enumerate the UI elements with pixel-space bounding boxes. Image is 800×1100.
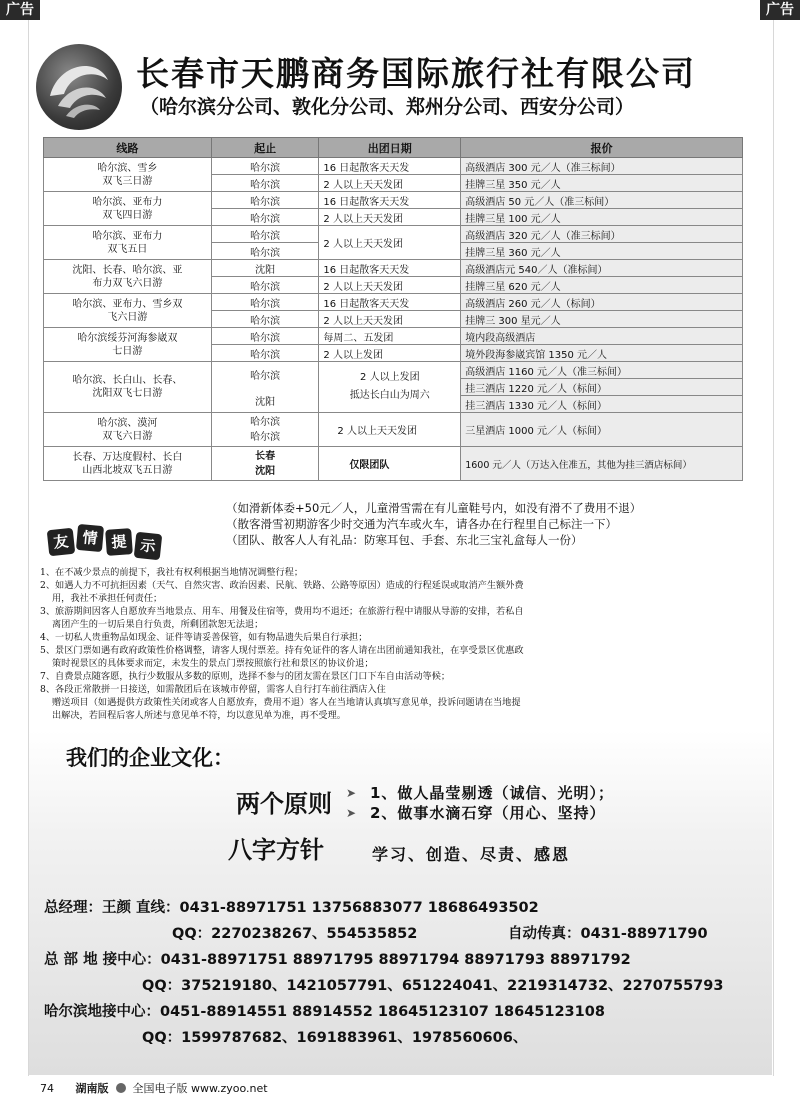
gm-contact: 总经理：王颜 直线：0431-88971751 13756883077 18686493502: [44, 900, 539, 916]
edition-label: 湖南版: [75, 1082, 109, 1095]
globe-icon: [116, 1083, 126, 1093]
start-cell: 沈阳: [211, 260, 319, 277]
date-cell: 16 日起散客天天发: [319, 294, 461, 311]
route-cell: 哈尔滨、亚布力 双飞五日: [44, 226, 212, 260]
list-item: 3、旅游期间因客人自愿放弃当地景点、用车、用餐及住宿等，费用均不退还；在旅游行程中请服从导游的安排，若私自: [40, 606, 524, 617]
hrb-contact: 哈尔滨地接中心：0451-88914551 88914552 18645123107 18645123108: [44, 1004, 605, 1020]
hq-qq-contact: QQ：375219180、1421057791、651224041、2219314732、2270755793: [142, 978, 724, 994]
tips-badge-char: 提: [105, 528, 133, 556]
price-cell: 挂三酒店 1220 元／人（标间）: [461, 379, 743, 396]
note-line: （散客滑雪初期游客少时交通为汽车或火车，请各办在行程里自己标注一下）: [226, 517, 617, 531]
price-cell: 高级酒店 50 元／人（准三标间）: [461, 192, 743, 209]
table-row: [44, 260, 743, 277]
hq-contact: 总 部 地 接中心：0431-88971751 88971795 88971794 88971793 88971792: [44, 952, 631, 968]
price-cell: 境内段高级酒店: [461, 328, 743, 345]
arrow-icon: ➤: [346, 786, 357, 800]
route-cell: 哈尔滨、长白山、长春、 沈阳双飞七日游: [44, 362, 212, 413]
price-cell: 高级酒店 260 元／人（标间）: [461, 294, 743, 311]
date-cell: 2 人以上发团 抵达长白山为周六: [319, 362, 461, 413]
start-cell: 哈尔滨 沈阳: [211, 362, 319, 413]
table-row: [44, 294, 743, 311]
qq-contact: QQ：2270238267、554535852: [172, 926, 418, 942]
list-item: 2、如遇人力不可抗拒因素（天气、自然灾害、政治因素、民航、铁路、公路等原因）造成的行程延误或取消产生额外费: [40, 580, 524, 591]
start-cell: 哈尔滨: [211, 209, 319, 226]
start-cell: 哈尔滨: [211, 175, 319, 192]
start-cell: 哈尔滨: [211, 277, 319, 294]
date-cell: 2 人以上天天发团: [319, 413, 461, 447]
table-row: [44, 192, 743, 209]
date-cell: 2 人以上天天发团: [319, 226, 461, 260]
motto-label: 八字方针: [228, 836, 324, 864]
list-item: 出解决，若回程后客人所述与意见单不符，均以意见单为准，再不受理。: [52, 710, 346, 721]
price-cell: 挂三酒店 1330 元／人（标间）: [461, 396, 743, 413]
price-cell: 境外段海参崴宾馆 1350 元／人: [461, 345, 743, 362]
price-cell: 高级酒店 1160 元／人（准三标间）: [461, 362, 743, 379]
principle-item: 2、做事水滴石穿（用心、坚持）: [370, 804, 606, 822]
start-cell: 哈尔滨: [211, 345, 319, 362]
price-cell: 挂牌三星 100 元／人: [461, 209, 743, 226]
date-cell: 仅限团队: [319, 447, 461, 481]
table-row: [44, 328, 743, 345]
table-row: [44, 362, 743, 379]
eagle-logo-icon: [36, 44, 122, 130]
culture-title: 我们的企业文化：: [66, 746, 234, 770]
list-item: 赠送项目（如遇提供方政策性关闭或客人自愿放弃，费用不退）客人在当地请认真填写意见单，投诉问题请在当地提: [52, 697, 521, 708]
table-row: [44, 447, 743, 481]
start-cell: 长春 沈阳: [211, 447, 319, 481]
list-item: 用，我社不承担任何责任；: [52, 593, 163, 604]
start-cell: 哈尔滨: [211, 158, 319, 175]
start-cell: 哈尔滨: [211, 311, 319, 328]
date-cell: 2 人以上发团: [319, 345, 461, 362]
principle-item: 1、做人晶莹剔透（诚信、光明）；: [370, 784, 614, 802]
date-cell: 2 人以上天天发团: [319, 277, 461, 294]
list-item: 策时视景区的具体要求而定，未发生的景点门票按照旅行社和景区的协议价退；: [52, 658, 374, 669]
tips-badge-char: 友: [47, 528, 76, 557]
terms-list: [40, 566, 760, 722]
list-item: 7、自费景点随客愿，执行少数服从多数的原则，选择不参与的团友需在景区门口下车自由活动等候；: [40, 671, 451, 682]
tips-badge-char: 情: [76, 524, 104, 552]
price-cell: 挂牌三星 620 元／人: [461, 277, 743, 294]
company-branches: （哈尔滨分公司、敦化分公司、郑州分公司、西安分公司）: [140, 96, 635, 118]
page-footer: [40, 1080, 268, 1096]
company-logo: [36, 44, 122, 130]
site-link[interactable]: 全国电子版 www.zyoo.net: [132, 1082, 268, 1095]
hrb-qq-contact: QQ：1599787682、1691883961、1978560606、: [142, 1030, 528, 1046]
ad-label-right: 广告: [760, 0, 800, 20]
date-cell: 16 日起散客天天发: [319, 260, 461, 277]
arrow-icon: ➤: [346, 806, 357, 820]
date-cell: 2 人以上天天发团: [319, 209, 461, 226]
list-item: 1、在不减少景点的前提下，我社有权利根据当地情况调整行程；: [40, 567, 304, 578]
list-item: 离团产生的一切后果自行负责，所剩团款恕无法退；: [52, 619, 264, 630]
ad-label-left: 广告: [0, 0, 40, 20]
tips-badge: [44, 523, 174, 563]
note-line: （如滑新体委+50元／人，儿童滑雪需在有儿童鞋号内，如没有滑不了费用不退）: [226, 501, 642, 515]
start-cell: 哈尔滨: [211, 226, 319, 243]
price-cell: 挂牌三星 350 元／人: [461, 175, 743, 192]
list-item: 5、景区门票如遇有政府政策性价格调整，请客人现付票差。持有免证件的客人请在出团前通知我社，在享受景区优惠政: [40, 645, 524, 656]
col-header-route: 线路: [44, 138, 212, 158]
price-cell: 高级酒店 300 元／人（准三标间）: [461, 158, 743, 175]
route-cell: 哈尔滨、漠河 双飞六日游: [44, 413, 212, 447]
table-header-row: [44, 138, 743, 158]
date-cell: 2 人以上天天发团: [319, 311, 461, 328]
start-cell: 哈尔滨 哈尔滨: [211, 413, 319, 447]
tips-badge-char: 示: [134, 532, 163, 561]
company-name: 长春市天鹏商务国际旅行社有限公司: [136, 54, 696, 93]
price-cell: 挂牌三 300 星元／人: [461, 311, 743, 328]
price-cell: 挂牌三星 360 元／人: [461, 243, 743, 260]
date-cell: 2 人以上天天发团: [319, 175, 461, 192]
route-cell: 哈尔滨、亚布力、雪乡双 飞六日游: [44, 294, 212, 328]
col-header-price: 报价: [461, 138, 743, 158]
motto-words: 学习、创造、尽责、感恩: [372, 845, 571, 864]
route-cell: 沈阳、长春、哈尔滨、亚 布力双飞六日游: [44, 260, 212, 294]
start-cell: 哈尔滨: [211, 328, 319, 345]
date-cell: 16 日起散客天天发: [319, 192, 461, 209]
start-cell: 哈尔滨: [211, 294, 319, 311]
price-cell: 1600 元／人（万达入住准五，其他为挂三酒店标间）: [461, 447, 743, 481]
start-cell: 哈尔滨: [211, 192, 319, 209]
route-cell: 哈尔滨、雪乡 双飞三日游: [44, 158, 212, 192]
date-cell: 每周二、五发团: [319, 328, 461, 345]
table-row: [44, 413, 743, 447]
list-item: 8、各段正常散拼一日接送，如需散团后在该城市停留，需客人自行打车前往酒店入住: [40, 684, 386, 695]
fax-contact: 自动传真：0431-88971790: [508, 926, 708, 942]
table-row: [44, 226, 743, 243]
price-cell: 三星酒店 1000 元／人（标间）: [461, 413, 743, 447]
list-item: 4、一切私人贵重物品如现金、证件等请妥善保管，如有物品遗失后果自行承担；: [40, 632, 368, 643]
page-number: 74: [40, 1082, 54, 1095]
start-cell: 哈尔滨: [211, 243, 319, 260]
note-line: （团队、散客人人有礼品：防寒耳包、手套、东北三宝礼盒每人一份）: [226, 533, 583, 547]
table-row: [44, 158, 743, 175]
principle-label: 两个原则: [236, 790, 332, 818]
col-header-start: 起止: [211, 138, 319, 158]
route-cell: 哈尔滨、亚布力 双飞四日游: [44, 192, 212, 226]
col-header-date: 出团日期: [319, 138, 461, 158]
date-cell: 16 日起散客天天发: [319, 158, 461, 175]
route-cell: 长春、万达度假村、长白 山西北坡双飞五日游: [44, 447, 212, 481]
price-cell: 高级酒店 320 元／人（准三标间）: [461, 226, 743, 243]
route-price-table: [43, 137, 743, 481]
table-notes: [226, 500, 766, 548]
price-cell: 高级酒店元 540／人（准标间）: [461, 260, 743, 277]
route-cell: 哈尔滨绥芬河海参崴双 七日游: [44, 328, 212, 362]
